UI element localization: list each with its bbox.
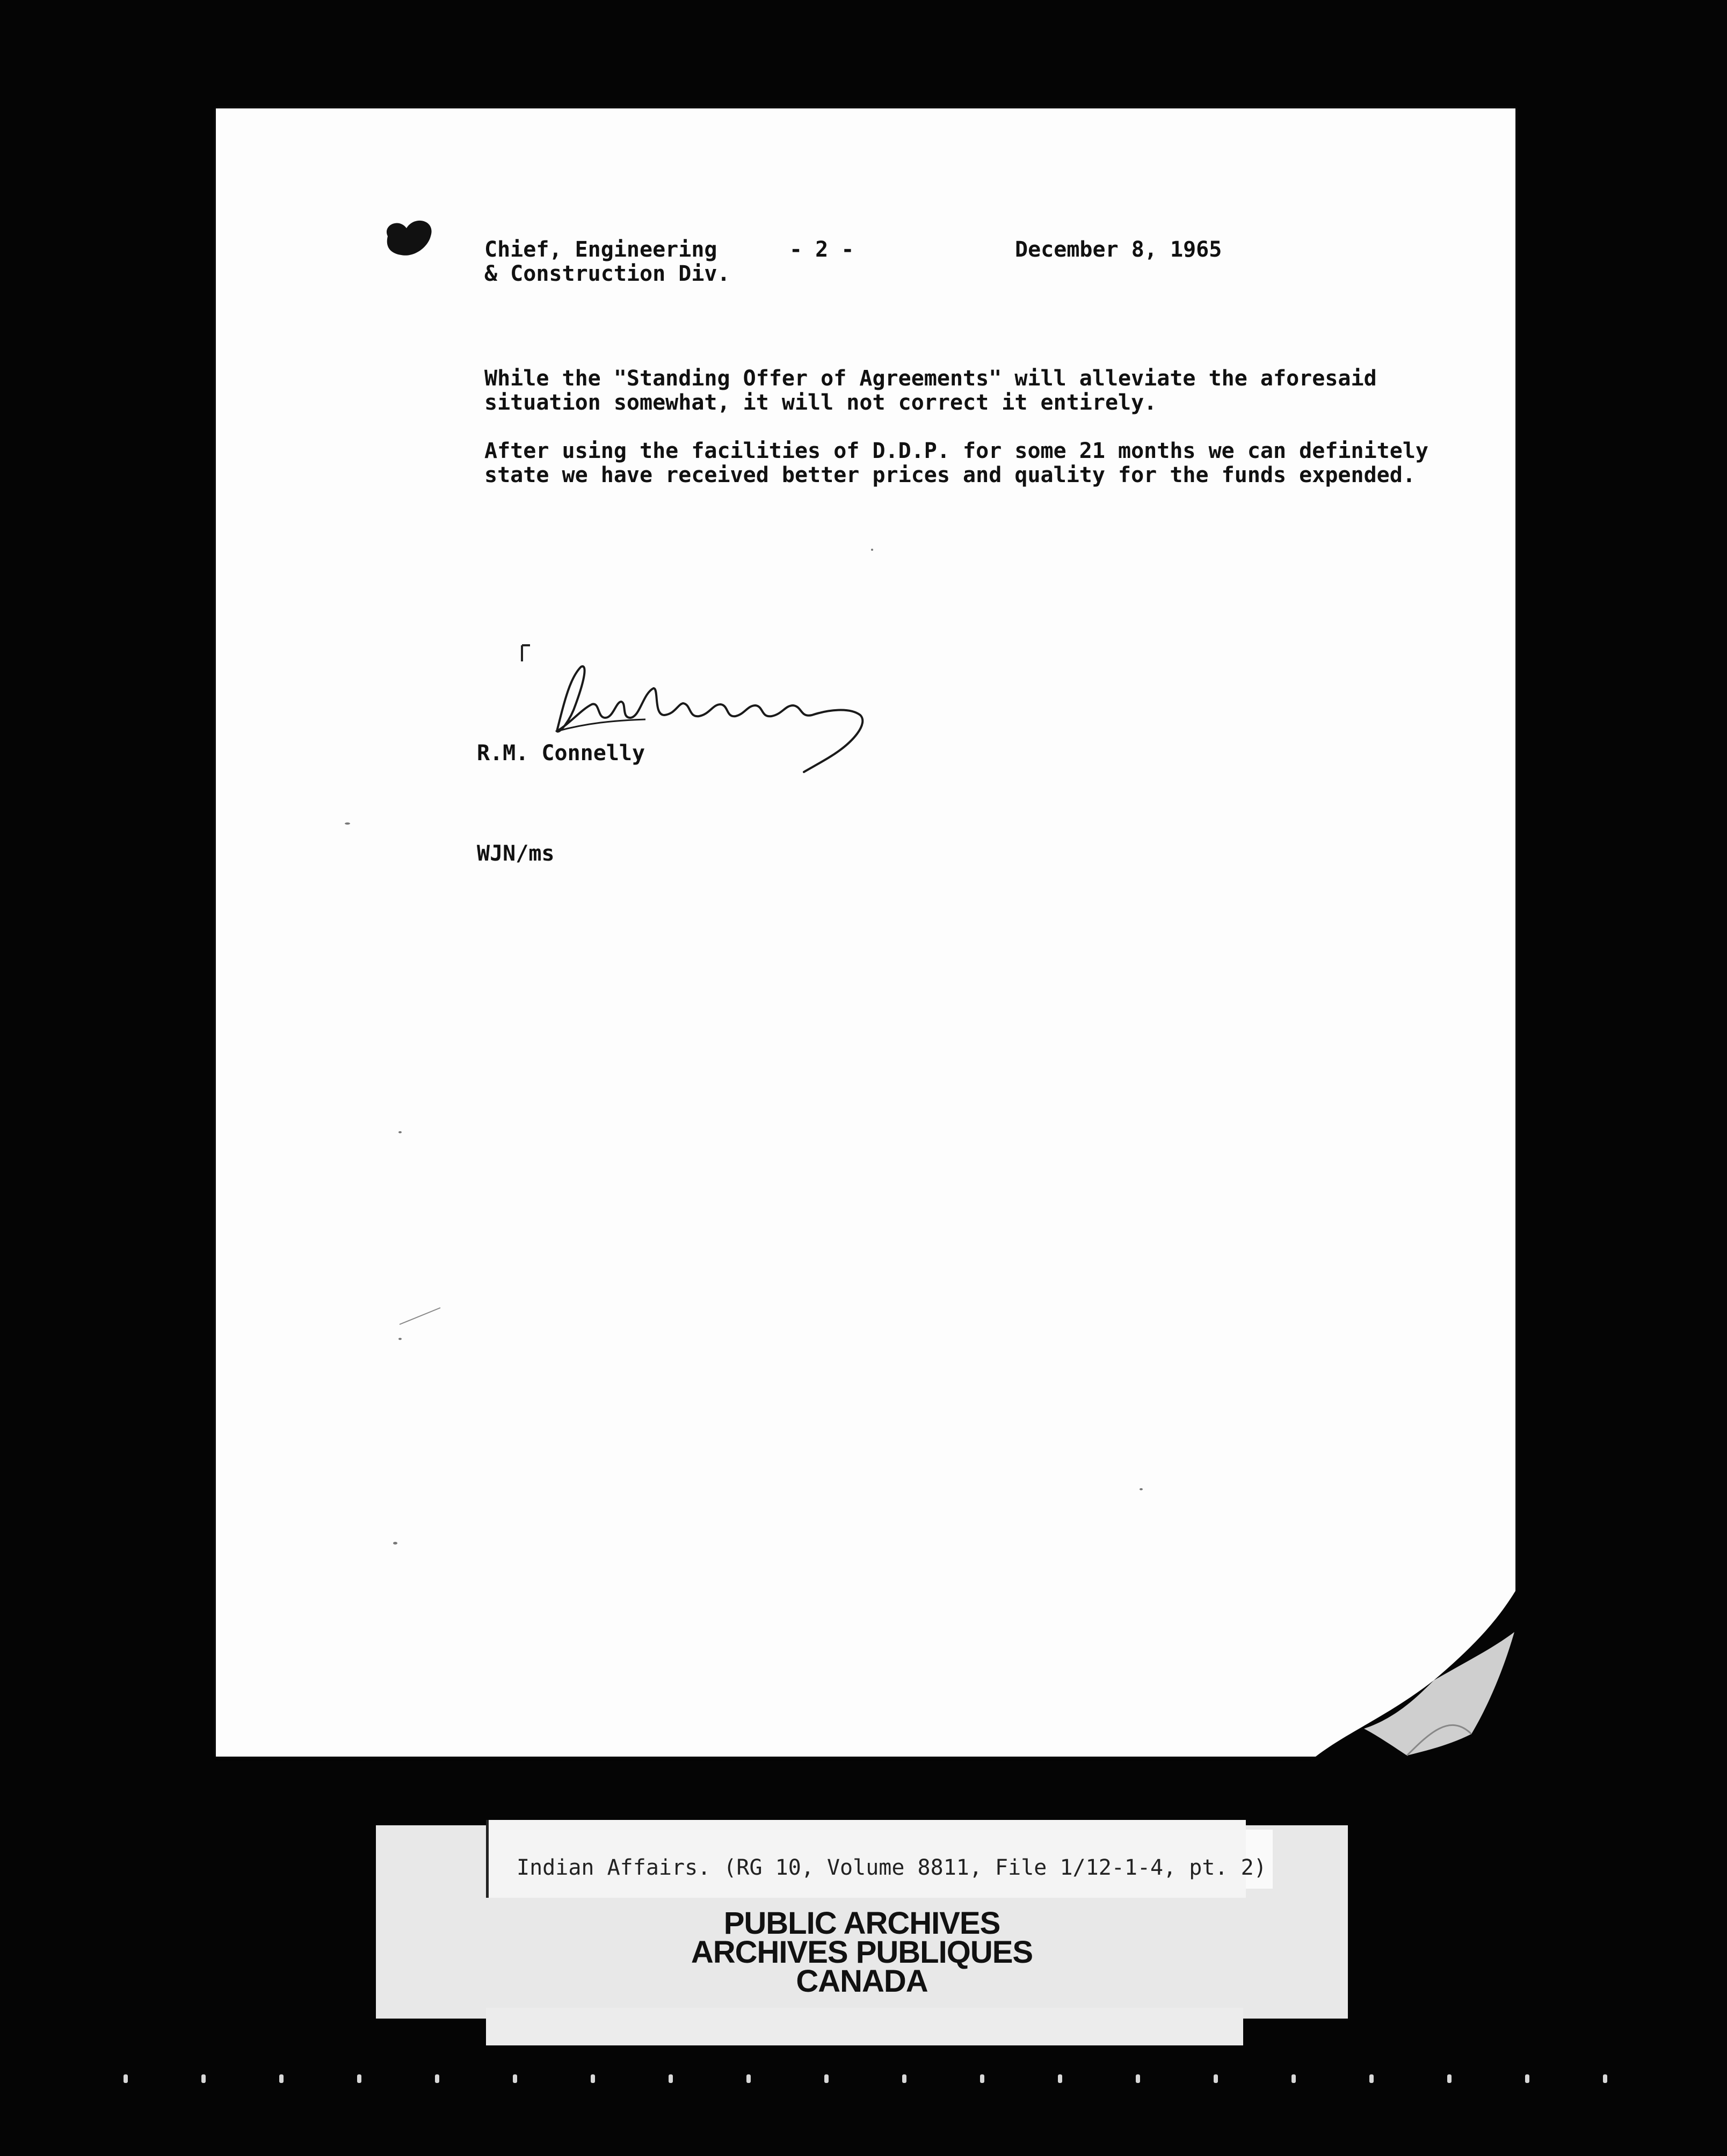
paper-speck: [871, 549, 873, 551]
archive-stamp-line-3: CANADA: [796, 1964, 928, 1999]
film-perforation: [1525, 2074, 1529, 2083]
archive-citation: Indian Affairs. (RG 10, Volume 8811, File 1/12-1-4, pt. 2): [517, 1855, 1267, 1880]
film-perforation: [980, 2074, 984, 2083]
film-perforation: [201, 2074, 206, 2083]
film-perforation: [1058, 2074, 1062, 2083]
archive-stamp-line-1: PUBLIC ARCHIVES: [723, 1906, 1000, 1941]
film-perforation: [1603, 2074, 1607, 2083]
letter-date: December 8, 1965: [1015, 237, 1222, 262]
paper-speck: [398, 1338, 402, 1340]
film-perforation: [1136, 2074, 1140, 2083]
paragraph-2-line-1: After using the facilities of D.D.P. for some 21 months we can definitely: [484, 439, 1428, 463]
film-perforation: [124, 2074, 128, 2083]
film-perforation: [902, 2074, 906, 2083]
letter-page: [216, 108, 1515, 1757]
page-number: - 2 -: [789, 237, 854, 262]
paragraph-2-line-2: state we have received better prices and quality for the funds expended.: [484, 463, 1416, 487]
paper-speck: [393, 1542, 397, 1545]
paragraph-1-line-1: While the "Standing Offer of Agreements" will alleviate the aforesaid: [484, 366, 1377, 391]
paper-speck: [1140, 1488, 1143, 1490]
film-perforation: [591, 2074, 595, 2083]
film-perforation: [513, 2074, 517, 2083]
film-perforation: [1369, 2074, 1374, 2083]
film-perforation: [824, 2074, 829, 2083]
film-perforation: [1291, 2074, 1296, 2083]
film-perforation: [279, 2074, 284, 2083]
page-curl: [1310, 1584, 1520, 1761]
ink-blot-mark: [377, 215, 441, 263]
film-perforation: [357, 2074, 361, 2083]
signatory-name: R.M. Connelly: [477, 741, 645, 766]
film-perforation: [1447, 2074, 1452, 2083]
paragraph-1-line-2: situation somewhat, it will not correct it entirely.: [484, 390, 1157, 415]
reference-initials: WJN/ms: [477, 841, 555, 866]
addressee-line-2: & Construction Div.: [484, 261, 730, 286]
archive-stamp-line-2: ARCHIVES PUBLIQUES: [691, 1935, 1033, 1970]
paper-scratch: [398, 1306, 441, 1327]
film-perforation: [435, 2074, 439, 2083]
paper-speck: [398, 1131, 402, 1133]
film-perforation: [1214, 2074, 1218, 2083]
addressee-line-1: Chief, Engineering: [484, 237, 717, 262]
film-perforation: [746, 2074, 751, 2083]
archive-label-lower-strip: [486, 2008, 1243, 2045]
paper-speck: [345, 822, 350, 825]
film-perforation: [669, 2074, 673, 2083]
